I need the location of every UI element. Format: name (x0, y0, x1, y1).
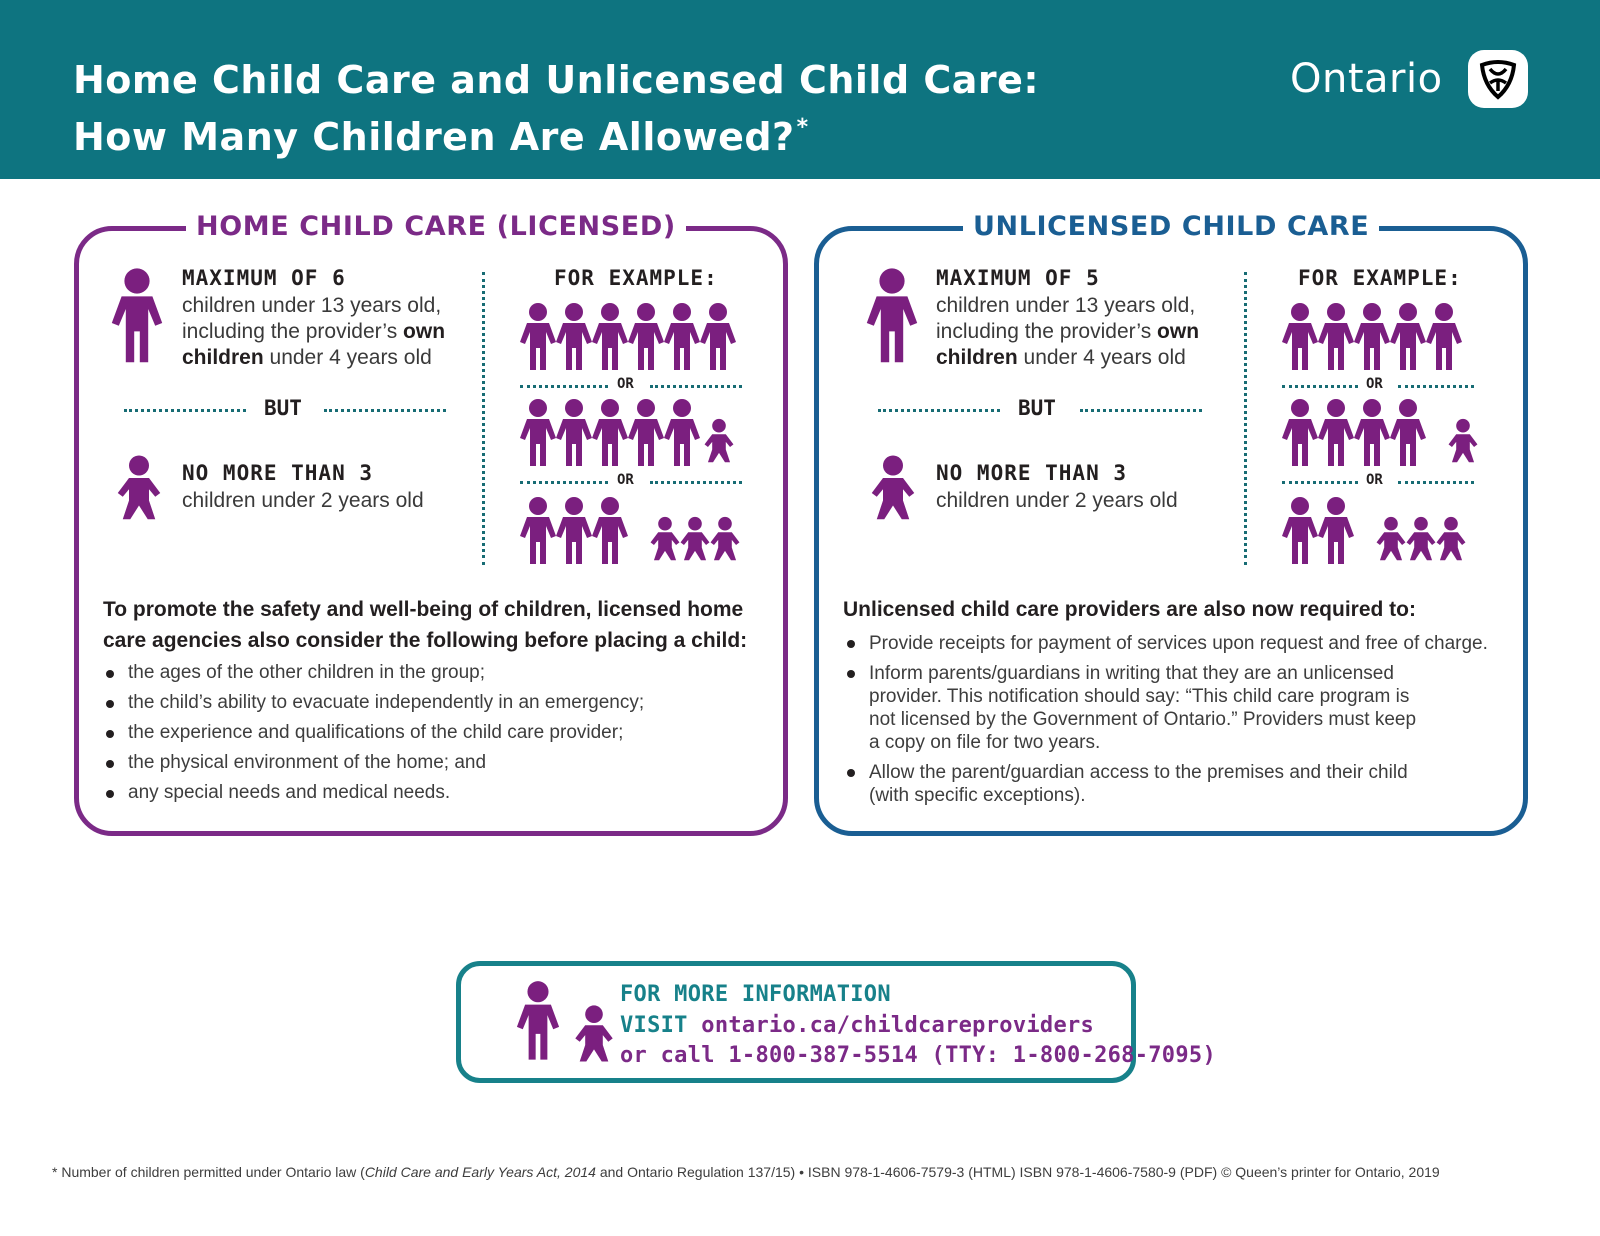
unlicensed-panel-title: UNLICENSED CHILD CARE (963, 211, 1379, 242)
licensed-but-label: BUT (264, 396, 302, 420)
unlicensed-example-2 (1280, 398, 1480, 468)
list-item: Allow the parent/guardian access to the premises and their child (with specific exceptions). (845, 761, 1488, 807)
divider-dots (878, 409, 1000, 412)
or-label: OR (1366, 472, 1383, 488)
baby-icon (1374, 516, 1408, 562)
list-item: Provide receipts for payment of services upon request and free of charge. (845, 632, 1488, 655)
unlicensed-but-label: BUT (1018, 396, 1056, 420)
child-icon (590, 398, 630, 468)
child-icon (554, 398, 594, 468)
child-icon (590, 496, 630, 566)
baby-icon (708, 516, 742, 562)
divider-dots (324, 409, 446, 412)
unlicensed-example-heading: FOR EXAMPLE: (1298, 266, 1462, 290)
child-icon (1388, 398, 1428, 468)
or-label: OR (617, 376, 634, 392)
or-label: OR (617, 472, 634, 488)
child-icon (1388, 302, 1428, 372)
baby-icon (1434, 516, 1468, 562)
child-icon (518, 398, 558, 468)
page-title-line1: Home Child Care and Unlicensed Child Care: (73, 58, 1040, 102)
page-title-line2: How Many Children Are Allowed?* (73, 115, 809, 159)
child-icon (518, 302, 558, 372)
list-item: the ages of the other children in the group; (104, 658, 644, 688)
divider-dots (520, 385, 608, 388)
licensed-bullet-list (104, 658, 644, 808)
child-icon (518, 496, 558, 566)
divider-dots (124, 409, 246, 412)
child-icon (1352, 302, 1392, 372)
unlicensed-nomore-heading: NO MORE THAN 3 (936, 461, 1128, 485)
child-icon (1316, 302, 1356, 372)
toddler-icon (572, 1004, 616, 1064)
divider-dots (650, 481, 742, 484)
baby-icon (702, 418, 736, 464)
child-icon (1352, 398, 1392, 468)
unlicensed-max-heading: MAXIMUM OF 5 (936, 266, 1100, 290)
baby-icon (678, 516, 712, 562)
licensed-example-2 (518, 398, 748, 468)
divider-dots (1398, 481, 1474, 484)
licensed-example-1 (518, 302, 748, 372)
licensed-max-text: children under 13 years old, including the provider’s own children under 4 years old (182, 294, 446, 369)
ontario-logo-text: Ontario (1290, 56, 1443, 102)
unlicensed-example-1 (1280, 302, 1480, 372)
child-icon (662, 398, 702, 468)
baby-icon (114, 454, 164, 522)
child-icon (590, 302, 630, 372)
list-item: the experience and qualifications of the child care provider; (104, 718, 644, 748)
divider-dots (1282, 481, 1358, 484)
visit-line: VISIT ontario.ca/childcareproviders (620, 1013, 1095, 1038)
child-icon (626, 398, 666, 468)
child-icon (1316, 398, 1356, 468)
divider-dots (1398, 385, 1474, 388)
or-label: OR (1366, 376, 1383, 392)
unlicensed-example-3 (1280, 496, 1480, 566)
child-icon (698, 302, 738, 372)
licensed-nomore-heading: NO MORE THAN 3 (182, 461, 374, 485)
vertical-divider (1244, 272, 1247, 565)
child-icon (863, 267, 921, 365)
child-icon (1316, 496, 1356, 566)
child-icon (554, 496, 594, 566)
list-item: the physical environment of the home; and (104, 748, 644, 778)
divider-dots (650, 385, 742, 388)
divider-dots (520, 481, 608, 484)
licensed-example-heading: FOR EXAMPLE: (554, 266, 718, 290)
baby-icon (868, 454, 918, 522)
child-icon (1424, 302, 1464, 372)
list-item: any special needs and medical needs. (104, 778, 644, 808)
licensed-panel-title: HOME CHILD CARE (LICENSED) (186, 211, 686, 242)
licensed-example-3 (518, 496, 748, 566)
child-icon (554, 302, 594, 372)
child-icon (626, 302, 666, 372)
baby-icon (648, 516, 682, 562)
unlicensed-intro: Unlicensed child care providers are also now required to: (843, 598, 1416, 621)
licensed-nomore-text: children under 2 years old (182, 489, 424, 512)
child-icon (662, 302, 702, 372)
more-info-heading: FOR MORE INFORMATION (620, 982, 891, 1007)
licensed-max-heading: MAXIMUM OF 6 (182, 266, 346, 290)
child-icon (1280, 398, 1320, 468)
licensed-intro: To promote the safety and well-being of children, licensed home care agencies also consider the following before placing a child: (103, 598, 748, 652)
vertical-divider (482, 272, 485, 565)
child-icon (1280, 496, 1320, 566)
child-icon (1280, 302, 1320, 372)
unlicensed-bullet-list (845, 632, 1488, 814)
unlicensed-nomore-text: children under 2 years old (936, 489, 1178, 512)
divider-dots (1080, 409, 1202, 412)
baby-icon (1404, 516, 1438, 562)
trillium-logo-icon (1468, 50, 1528, 108)
divider-dots (1282, 385, 1358, 388)
title-footnote-mark: * (796, 115, 809, 140)
footnote: * Number of children permitted under Ontario law (Child Care and Early Years Act, 2014 and Ontario Regulation 137/15) • ISBN 978-1-4606-7579-3 (HTML) ISBN 978-1-4606-7580-9 (PDF) © Queen’s printer for Ontario, 2019 (52, 1164, 1440, 1180)
baby-icon (1446, 418, 1480, 464)
list-item: Inform parents/guardians in writing that they are an unlicensed provider. This notification should say: “This child care program is not licensed by the Government of Ontario.” Providers must keep a copy on file for two years. (845, 662, 1488, 754)
unlicensed-max-text: children under 13 years old, including the provider’s own children under 4 years old (936, 294, 1200, 369)
website-link[interactable]: ontario.ca/childcareproviders (701, 1013, 1095, 1038)
adult-icon (514, 980, 562, 1062)
phone-line: or call 1-800-387-5514 (TTY: 1-800-268-7095) (620, 1043, 1216, 1068)
child-icon (108, 267, 166, 365)
list-item: the child’s ability to evacuate independently in an emergency; (104, 688, 644, 718)
